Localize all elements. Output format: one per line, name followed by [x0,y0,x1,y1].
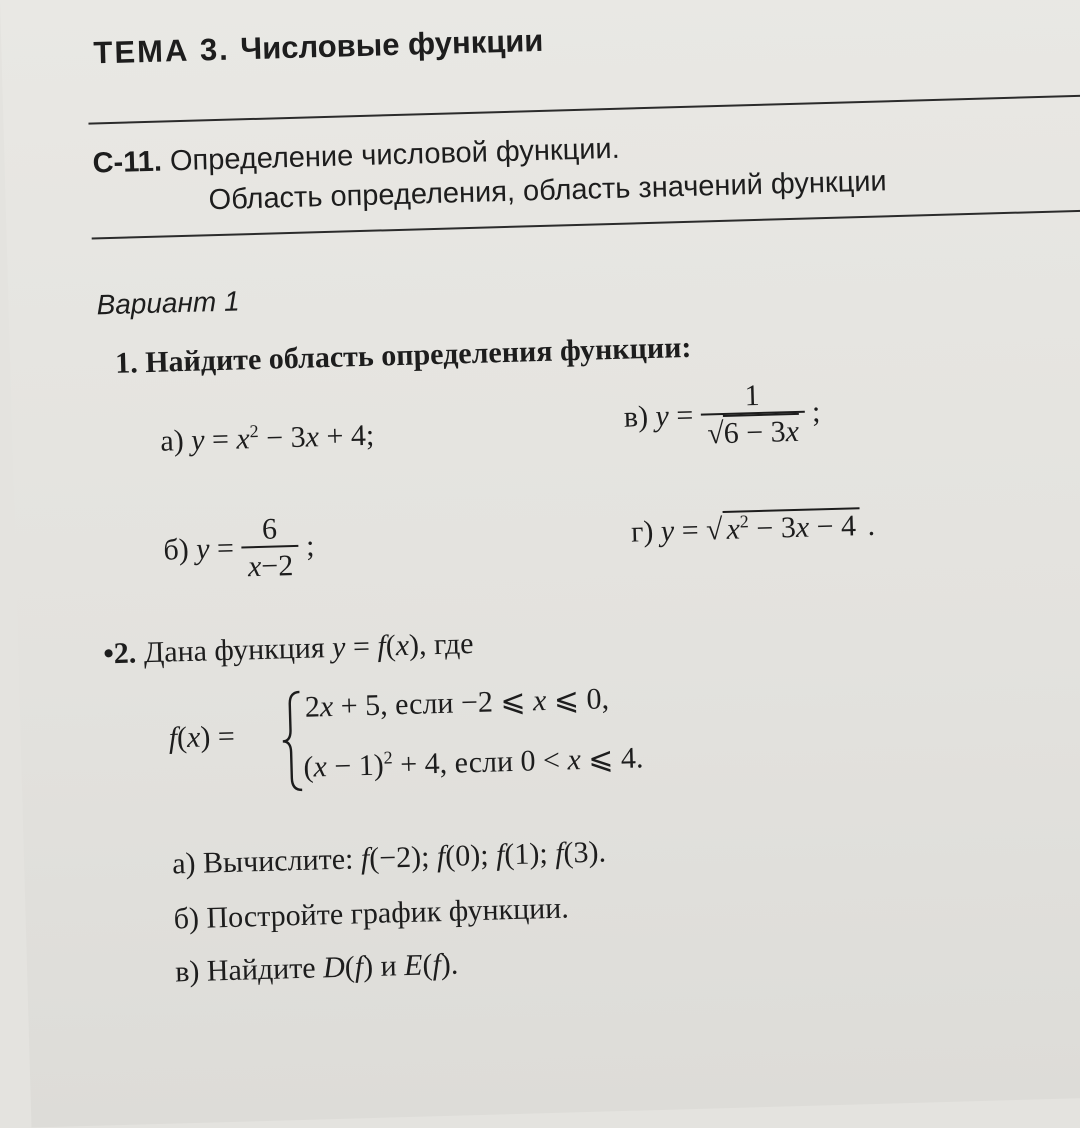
item-b-label: б) [162,532,190,567]
sub-b-label: б) [173,901,200,936]
variant-heading: Вариант 1 [96,285,240,321]
sub-v-range: E(f). [403,947,459,983]
task1-heading [115,331,692,381]
section-title-line2: Область определения, область значений функции [208,165,888,217]
piecewise-lhs: f(x) = [168,719,236,755]
topic-heading [93,23,544,72]
sub-v-text: Найдите [206,951,317,988]
item-a-label: а) [159,424,185,458]
item-a-formula: $y = x^2 - 3x + 4$; [190,418,375,457]
task2-sub-v [175,948,459,990]
item-g-label: г) [630,514,654,549]
task2-function: y = f(x), [331,628,427,664]
case1-if: если [394,686,454,722]
task1-item-g: г) y = √ $x^2 - 3x - 4$ . [630,508,876,549]
top-rule [88,95,1080,125]
task1-item-a [160,418,375,459]
task1-text: Найдите область определения функции: [144,330,692,380]
sub-a-values: f(−2); f(0); f(1); f(3). [360,835,607,876]
task2-text-suffix: где [433,627,474,662]
case2-if: если [454,744,514,780]
task2-sub-b [173,891,569,936]
piecewise-case2: $(x - 1)^2 + 4$, если 0 < x ⩽ 4. [303,741,644,784]
section-code: С-11. [92,145,163,180]
sub-v-domain: D(f) [322,949,374,985]
item-b-fraction: $\frac{6}{x-2}$ [240,512,299,584]
topic-number: ТЕМА 3. [93,31,231,71]
sub-a-label: а) [171,846,196,881]
task2-sub-a [172,835,607,881]
task2-heading [103,627,474,671]
section-title [92,133,620,181]
task2-number: •2. [102,636,137,671]
task1-number: 1. [114,346,139,380]
sub-v-label: в) [174,954,200,989]
topic-title: Числовые функции [239,22,544,67]
item-v-label: в) [623,400,649,434]
section-title-line1: Определение числовой функции. [169,132,621,178]
sub-v-and: и [380,949,398,983]
task1-item-b: б) y = $\frac{6}{x-2}$ ; [162,512,315,584]
task2-text-prefix: Дана функция [143,631,326,670]
sub-a-text: Вычислите: [202,842,354,880]
task1-item-v: в) y = $\frac{1}{√6 - 3x}$ ; [623,378,821,451]
item-v-fraction: $\frac{1}{√6 - 3x}$ [700,378,806,451]
piecewise-case1: 2x + 5, если −2 ⩽ x ⩽ 0, [304,682,610,724]
sub-b-text: Постройте график функции. [206,891,570,935]
